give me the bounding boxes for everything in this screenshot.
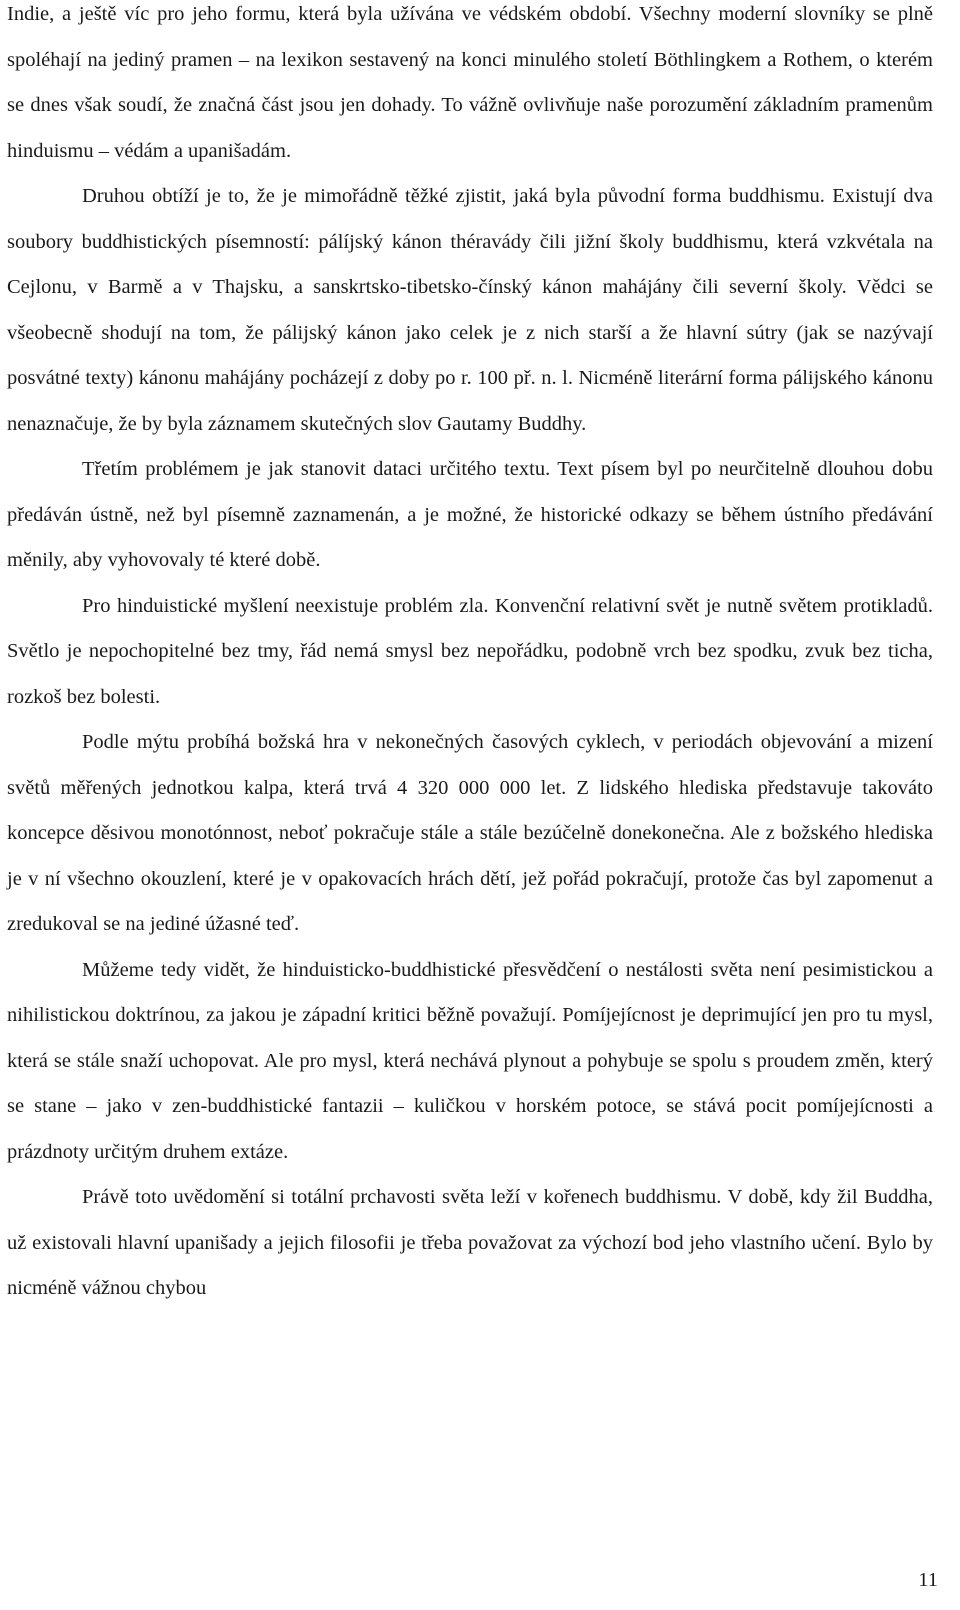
paragraph-4: Pro hinduistické myšlení neexistuje problém zla. Konvenční relativní svět je nutně světem protikladů. Světlo je nepochopitelné bez tmy, řád nemá smysl bez nepořádku, podobně vrch bez spodku, zvuk bez ticha, rozkoš bez bolesti.: [7, 594, 933, 708]
page-number: 11: [918, 1569, 938, 1591]
paragraph-6: Můžeme tedy vidět, že hinduisticko-buddhistické přesvědčení o nestálosti světa není pesimistickou a nihilistickou doktrínou, za jakou je západní kritici běžně považují. Pomíjejícnost je deprimující jen pro tu mysl, která se stále snaží uchopovat. Ale pro mysl, která nechává plynout a pohybuje se spolu s proudem změn, který se stane – jako v zen-buddhistické fantazii – kuličkou v horském potoce, se stává pocit pomíjejícnosti a prázdnoty určitým druhem extáze.: [7, 958, 933, 1163]
paragraph-3: Třetím problémem je jak stanovit dataci určitého textu. Text písem byl po neurčitelně dlouhou dobu předáván ústně, než byl písemně zaznamenán, a je možné, že historické odkazy se během ústního předávání měnily, aby vyhovovaly té které době.: [7, 458, 933, 571]
paragraph-1: Indie, a ještě víc pro jeho formu, která byla užívána ve védském období. Všechny moderní slovníky se plně spoléhají na jediný pramen – na lexikon sestavený na konci minulého století Böthlingkem a Rothem, o kterém se dnes však soudí, že značná část jsou jen dohady. To vážně ovlivňuje naše porozumění základním pramenům hinduismu – védám a upanišadám.: [7, 3, 933, 162]
document-page: [7, 0, 933, 1312]
paragraph-7: Právě toto uvědomění si totální prchavosti světa leží v kořenech buddhismu. V době, kdy žil Buddha, už existovali hlavní upanišady a jejich filosofii je třeba považovat za výchozí bod jeho vlastního učení. Bylo by nicméně vážnou chybou: [7, 1186, 933, 1299]
paragraph-5: Podle mýtu probíhá božská hra v nekonečných časových cyklech, v periodách objevování a mizení světů měřených jednotkou kalpa, která trvá 4 320 000 000 let. Z lidského hlediska představuje takováto koncepce děsivou monotónnost, neboť pokračuje stále a stále bezúčelně donekonečna. Ale z božského hlediska je v ní všechno okouzlení, které je v opakovacích hrách dětí, jež pořád pokračují, protože čas byl zapomenut a zredukoval se na jediné úžasné teď.: [7, 731, 933, 935]
paragraph-2: Druhou obtíží je to, že je mimořádně těžké zjistit, jaká byla původní forma buddhismu. Existují dva soubory buddhistických písemností: pálíjský kánon théravády čili jižní školy buddhismu, která vzkvétala na Cejlonu, v Barmě a v Thajsku, a sanskrtsko-tibetsko-čínský kánon mahájány čili severní školy. Vědci se všeobecně shodují na tom, že pálijský kánon jako celek je z nich starší a že hlavní sútry (jak se nazývají posvátné texty) kánonu mahájány pocházejí z doby po r. 100 př. n. l. Nicméně literární forma pálijského kánonu nenaznačuje, že by byla záznamem skutečných slov Gautamy Buddhy.: [7, 185, 933, 435]
